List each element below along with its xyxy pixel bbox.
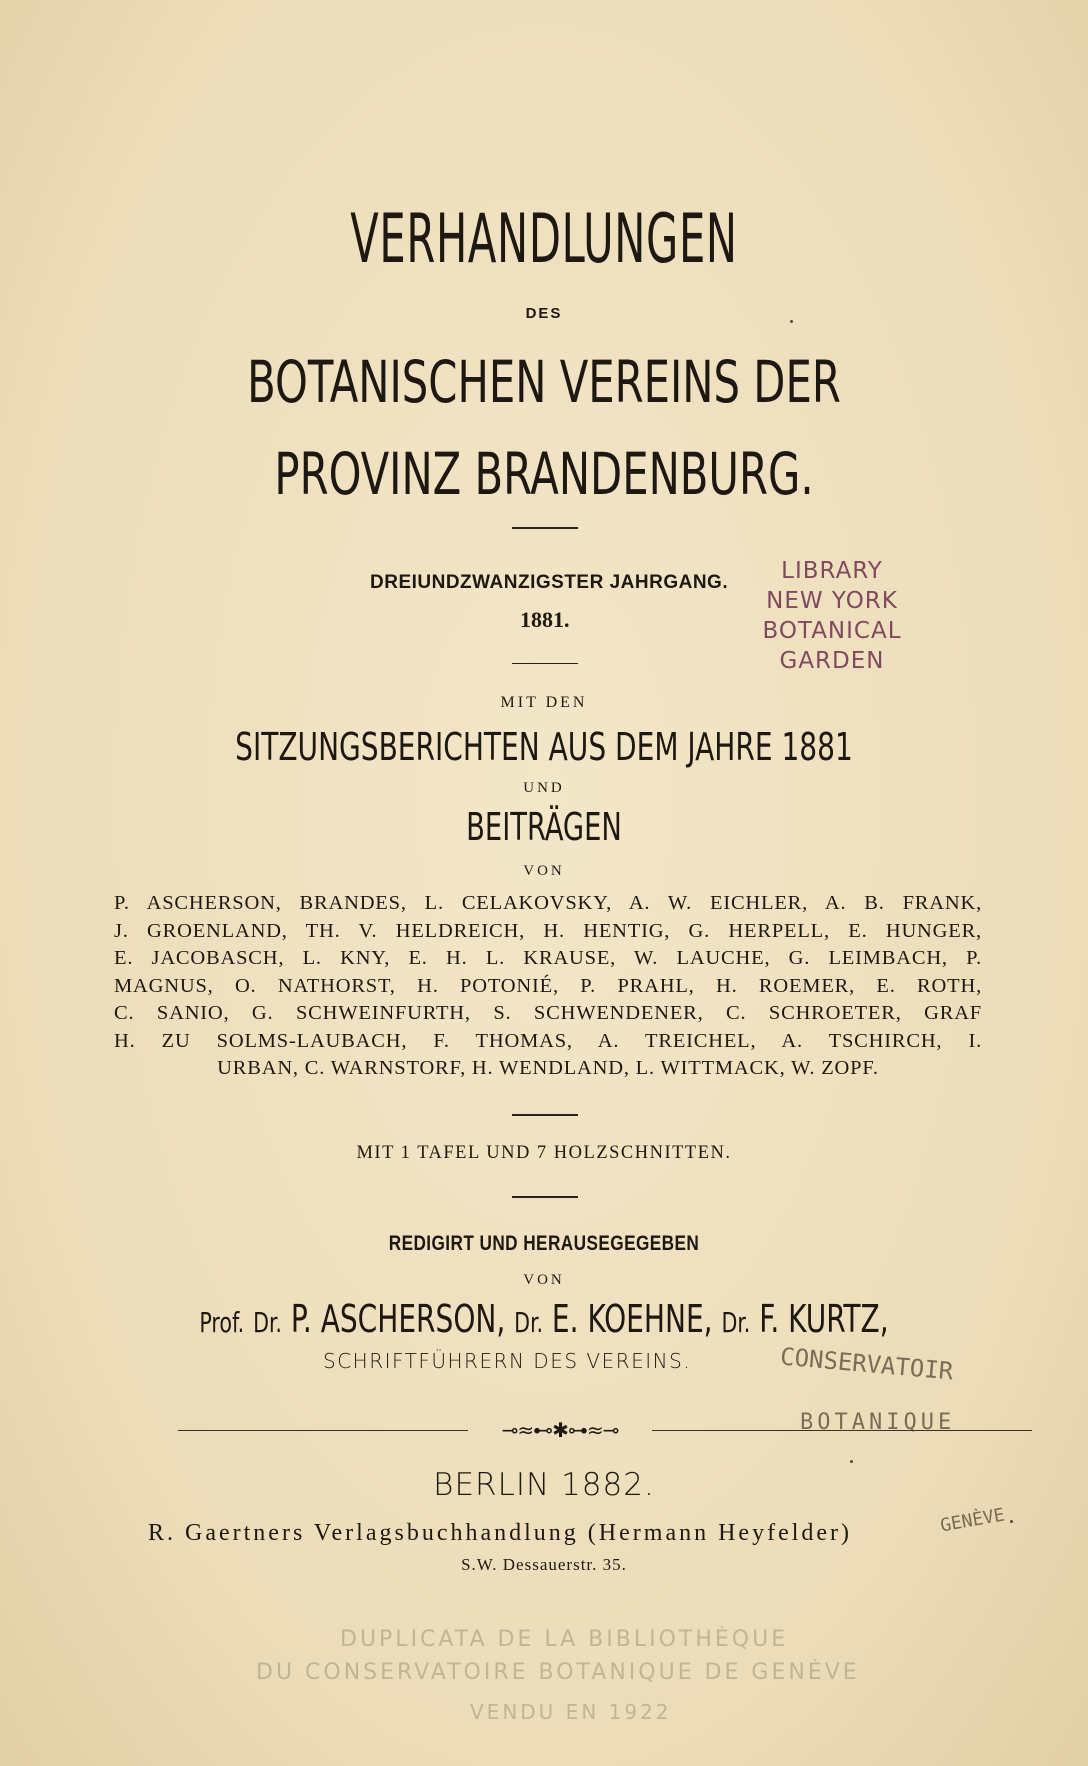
divider — [512, 1196, 578, 1198]
contributors-line: URBAN, C. WARNSTORF, H. WENDLAND, L. WITTMACK, W. ZOPF. — [217, 1057, 879, 1079]
divider — [512, 527, 578, 529]
editor-name: F. KURTZ, — [759, 1297, 889, 1341]
paper-speck — [850, 1460, 853, 1463]
imprint-city-year: BERLIN 1882. — [433, 1467, 655, 1503]
paper-speck — [790, 320, 793, 323]
divider — [512, 1114, 578, 1116]
ornament: ⊸≈⊷✱⊶≈⊸ — [501, 1418, 619, 1442]
contributors-list — [114, 890, 982, 1083]
library-stamp-line: BOTANICAL — [762, 618, 902, 644]
editors-redigiert: REDIGIRT UND HERAUSEGEGEBEN — [388, 1232, 700, 1255]
conservatoire-stamp-top: CONSERVATOIR — [779, 1342, 955, 1386]
paper-speck — [1010, 1520, 1013, 1523]
editors-role: SCHRIFTFÜHRERN DES VEREINS. — [323, 1349, 692, 1373]
volume-jahrgang: DREIUNDZWANZIGSTER JAHRGANG. — [370, 572, 729, 593]
imprint-publisher: R. Gaertners Verlagsbuchhandlung (Hermann Heyfelder) — [148, 1520, 853, 1546]
library-stamp-line: GARDEN — [779, 648, 885, 674]
title-verhandlungen: VERHANDLUNGEN — [350, 200, 738, 279]
editors-names — [98, 1297, 990, 1341]
title-des: DES — [525, 305, 563, 322]
subtitle-sitzungsberichte: SITZUNGSBERICHTEN AUS DEM JAHRE 1881 — [235, 725, 853, 769]
plates-note: MIT 1 TAFEL UND 7 HOLZSCHNITTEN. — [356, 1143, 732, 1163]
subtitle-beitraegen: BEITRÄGEN — [466, 805, 622, 849]
faded-stamp-line: VENDU EN 1922 — [470, 1700, 672, 1724]
contributors-line: C. SANIO, G. SCHWEINFURTH, S. SCHWENDENER, C. SCHROETER, GRAF — [114, 1002, 982, 1024]
contributors-line: J. GROENLAND, TH. V. HELDREICH, H. HENTIG, G. HERPELL, E. HUNGER, — [114, 919, 982, 942]
ornament-rule-left — [178, 1430, 468, 1431]
contributors-line: H. ZU SOLMS-LAUBACH, F. THOMAS, A. TREICHEL, A. TSCHIRCH, I. — [114, 1029, 982, 1052]
contributors-line: E. JACOBASCH, L. KNY, E. H. L. KRAUSE, W. LAUCHE, G. LEIMBACH, P. — [114, 947, 982, 969]
editor-title: Prof. — [199, 1306, 245, 1339]
faded-stamp-line: DU CONSERVATOIRE BOTANIQUE DE GENÈVE — [256, 1660, 860, 1685]
contributors-line: P. ASCHERSON, BRANDES, L. CELAKOVSKY, A. W. EICHLER, A. B. FRANK, — [114, 892, 982, 914]
faded-stamp-line: DUPLICATA DE LA BIBLIOTHÈQUE — [340, 1627, 789, 1652]
subtitle-und: UND — [523, 780, 565, 796]
title-provinz-brandenburg: PROVINZ BRANDENBURG. — [274, 440, 814, 508]
volume-year: 1881. — [520, 607, 570, 632]
imprint-address: S.W. Dessauerstr. 35. — [461, 1555, 627, 1574]
editor-title: Dr. — [514, 1306, 544, 1339]
library-stamp-line: LIBRARY — [781, 558, 883, 584]
contributors-line: MAGNUS, O. NATHORST, H. POTONIÉ, P. PRAHL, H. ROEMER, E. ROTH, — [114, 974, 982, 997]
subtitle-von: VON — [523, 863, 565, 879]
library-stamp-line: NEW YORK — [766, 588, 898, 614]
divider — [512, 663, 578, 664]
editor-title: Dr. — [253, 1306, 282, 1339]
editor-name: E. KOEHNE, — [551, 1297, 713, 1341]
conservatoire-stamp-geneve: GENÈVE — [938, 1504, 1007, 1537]
subtitle-mit-den: MIT DEN — [500, 694, 588, 711]
editor-title: Dr. — [721, 1306, 751, 1339]
library-stamp — [742, 556, 922, 676]
editor-name: P. ASCHERSON, — [290, 1297, 506, 1341]
conservatoire-stamp-bottom: BOTANIQUE — [800, 1410, 956, 1435]
editors-von: VON — [523, 1272, 565, 1288]
title-botanischen-vereins: BOTANISCHEN VEREINS DER — [247, 348, 841, 416]
